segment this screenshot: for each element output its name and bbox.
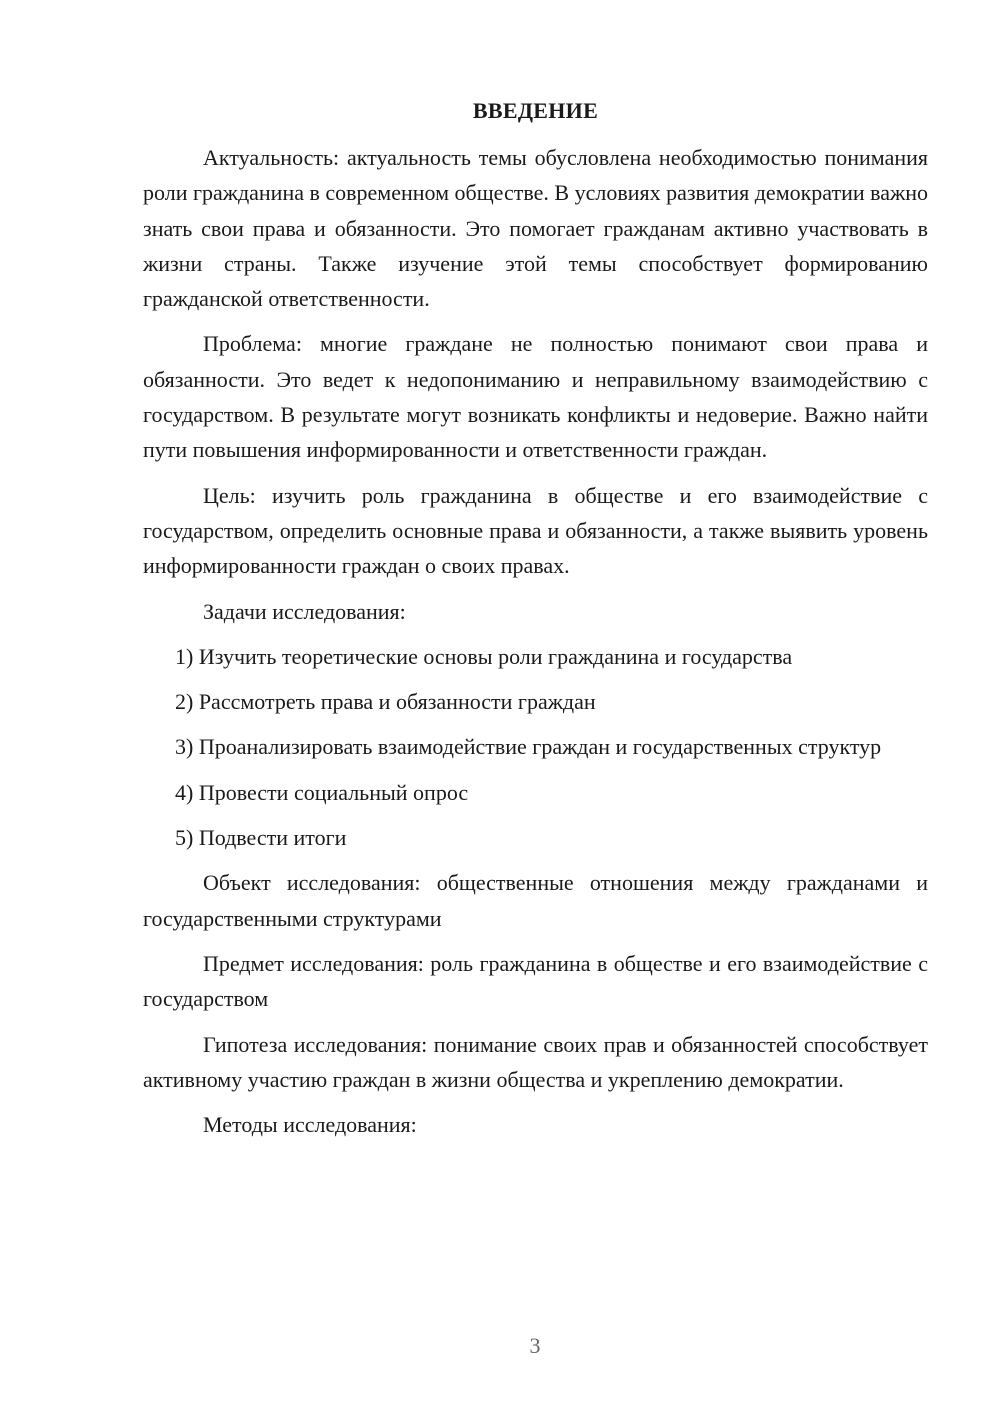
section-title: ВВЕДЕНИЕ <box>472 98 599 123</box>
page-content <box>143 96 928 1152</box>
object-paragraph: Объект исследования: общественные отношения между гражданами и государственными структурами <box>143 870 928 931</box>
tasks-heading: Задачи исследования: <box>203 598 406 624</box>
goal-paragraph: Цель: изучить роль гражданина в обществе и его взаимодействие с государством, определить основные права и обязанности, а также выявить уровень информированности граждан о своих правах. <box>143 482 928 579</box>
hypothesis-paragraph: Гипотеза исследования: понимание своих прав и обязанностей способствует активному участию граждан в жизни общества и укреплению демократии. <box>143 1031 928 1092</box>
task-item-1: 1) Изучить теоретические основы роли гражданина и государства <box>175 643 793 669</box>
subject-paragraph: Предмет исследования: роль гражданина в обществе и его взаимодействие с государством <box>143 950 928 1012</box>
page-number: 3 <box>529 1333 541 1358</box>
task-item-2: 2) Рассмотреть права и обязанности граждан <box>175 689 596 715</box>
task-item-5: 5) Подвести итоги <box>175 825 347 851</box>
task-item-3: 3) Проанализировать взаимодействие граждан и государственных структур <box>175 734 882 760</box>
task-item-4: 4) Провести социальный опрос <box>175 779 469 805</box>
methods-heading: Методы исследования: <box>203 1112 417 1138</box>
problem-paragraph: Проблема: многие граждане не полностью понимают свои права и обязанности. Это ведет к недопониманию и неправильному взаимодействию с государством. В результате могут возникать конфликты и недоверие. Важно найти пути повышения информированности и ответственности граждан. <box>143 331 928 463</box>
relevance-paragraph: Актуальность: актуальность темы обусловлена необходимостью понимания роли гражданина в современном обществе. В условиях развития демократии важно знать свои права и обязанности. Это помогает гражданам активно участвовать в жизни страны. Также изучение этой темы способствует формированию гражданской ответственности. <box>143 145 928 312</box>
